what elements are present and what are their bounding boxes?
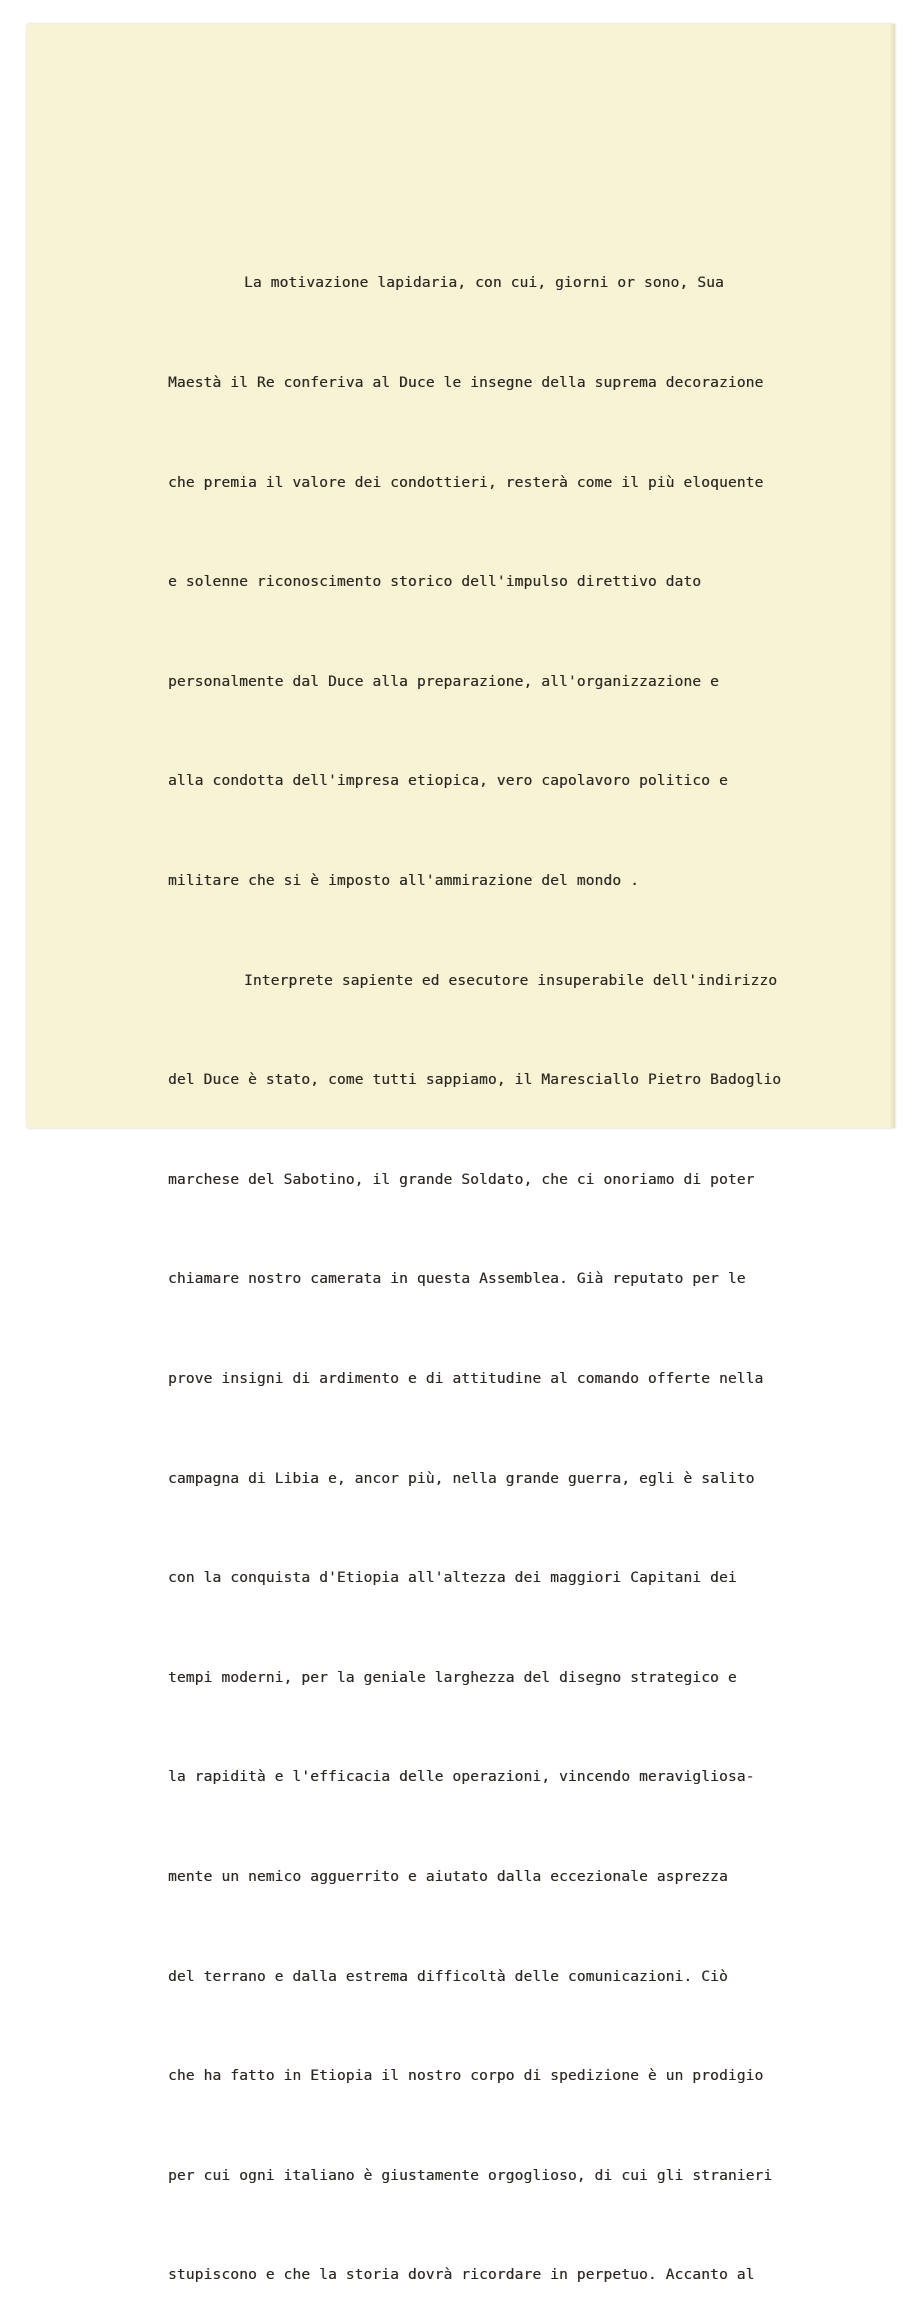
text-line: stupiscono e che la storia dovrà ricordare in perpetuo. Accanto al — [168, 2266, 755, 2284]
text-line: del Duce è stato, come tutti sappiamo, il Maresciallo Pietro Badoglio — [168, 1071, 782, 1089]
text-line: marchese del Sabotino, il grande Soldato, che ci onoriamo di poter — [168, 1170, 755, 1188]
text-line: chiamare nostro camerata in questa Assemblea. Già reputato per le — [168, 1270, 746, 1288]
text-line: che ha fatto in Etiopia il nostro corpo di spedizione è un prodigio — [168, 2067, 764, 2085]
text-line: del terrano e dalla estrema difficoltà delle comunicazioni. Ciò — [168, 1967, 728, 1985]
typewritten-sheet — [27, 24, 895, 2284]
text-line: mente un nemico agguerrito e aiutato dalla eccezionale asprezza — [168, 1867, 728, 1885]
text-line: e solenne riconoscimento storico dell'impulso direttivo dato — [168, 573, 702, 591]
text-line: Maestà il Re conferiva al Duce le insegne della suprema decorazione — [168, 374, 764, 391]
text-line: campagna di Libia e, ancor più, nella grande guerra, egli è salito — [168, 1469, 755, 1487]
text-line: Interprete sapiente ed esecutore insuperabile dell'indirizzo — [244, 971, 778, 989]
text-line: la rapidità e l'efficacia delle operazioni, vincendo meravigliosa- — [168, 1768, 755, 1786]
text-line: personalmente dal Duce alla preparazione, all'organizzazione e — [168, 672, 719, 690]
text-line: che premia il valore dei condottieri, resterà come il più eloquente — [168, 473, 764, 491]
typed-body-text — [168, 200, 868, 2314]
text-line: con la conquista d'Etiopia all'altezza dei maggiori Capitani dei — [168, 1569, 737, 1587]
text-line: tempi moderni, per la geniale larghezza del disegno strategico e — [168, 1668, 737, 1686]
text-line: prove insigni di ardimento e di attitudine al comando offerte nella — [168, 1369, 764, 1387]
text-line: per cui ogni italiano è giustamente orgoglioso, di cui gli stranieri — [168, 2166, 773, 2184]
text-line: alla condotta dell'impresa etiopica, vero capolavoro politico e — [168, 772, 728, 790]
text-line: militare che si è imposto all'ammirazione del mondo . — [168, 871, 639, 889]
text-line: La motivazione lapidaria, con cui, giorni or sono, Sua — [244, 274, 724, 292]
